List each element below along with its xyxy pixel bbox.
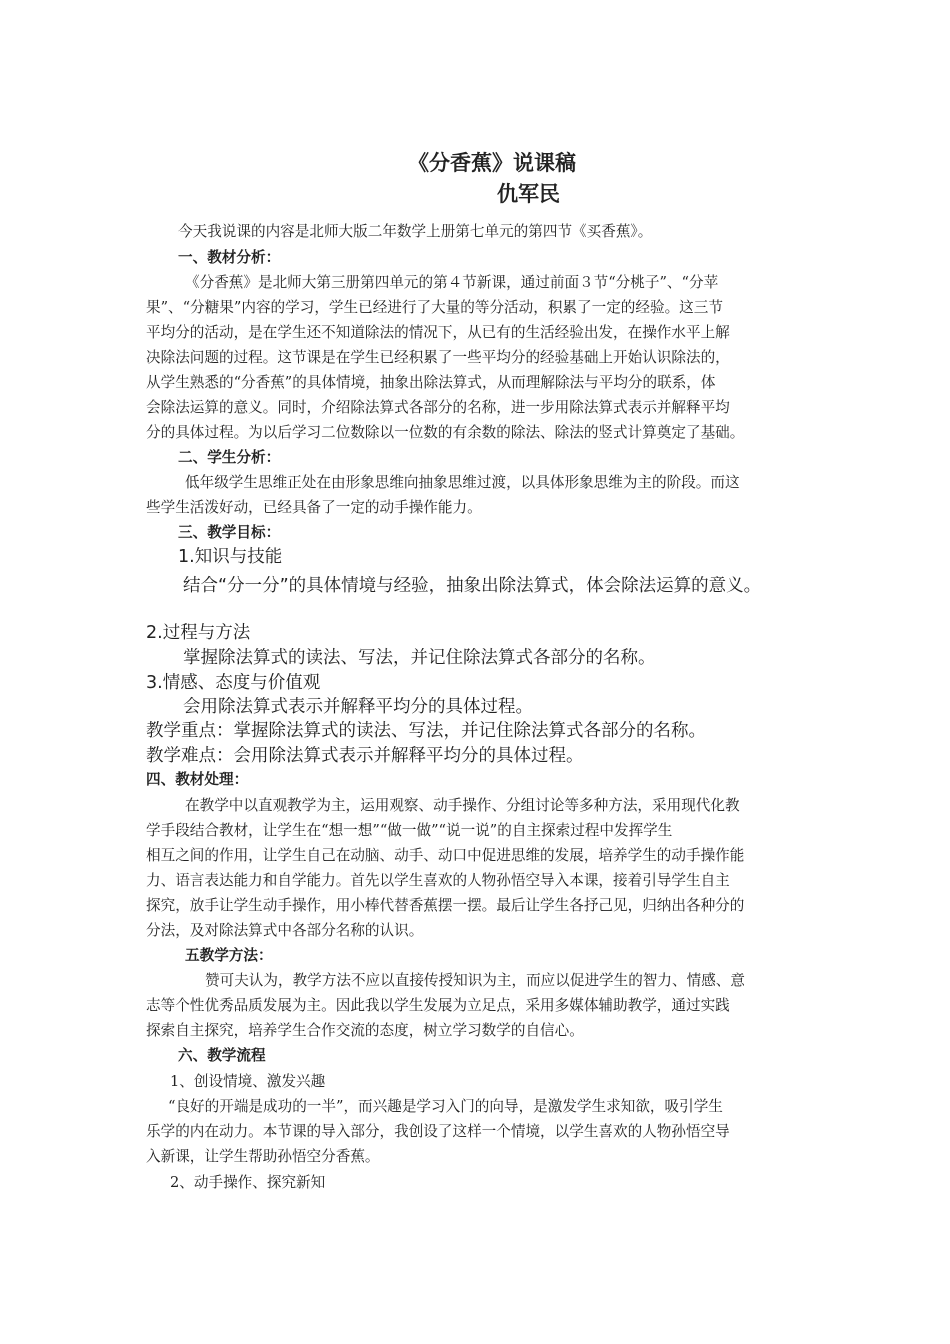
paragraph-line: 会除法运算的意义。同时，介绍除法算式各部分的名称，进一步用除法算式表示并解释平均 bbox=[146, 399, 730, 416]
paragraph-line: 入新课，让学生帮助孙悟空分香蕉。 bbox=[146, 1148, 380, 1165]
step-title: 1、创设情境、激发兴趣 bbox=[170, 1073, 326, 1090]
paragraph-line: 探究，放手让学生动手操作，用小棒代替香蕉摆一摆。最后让学生各抒己见，归纳出各种分的 bbox=[146, 897, 745, 914]
goal-title: 3.情感、态度与价值观 bbox=[146, 673, 321, 693]
section-heading-methods: 五教学方法： bbox=[185, 947, 273, 964]
step-title: 2、动手操作、探究新知 bbox=[170, 1174, 326, 1191]
paragraph-line: “良好的开端是成功的一半”，而兴趣是学习入门的向导，是激发学生求知欲，吸引学生 bbox=[168, 1098, 723, 1115]
paragraph-line: 探索自主探究，培养学生合作交流的态度，树立学习数学的自信心。 bbox=[146, 1022, 584, 1039]
section-heading-materials: 一、教材分析： bbox=[178, 249, 281, 266]
goal-text: 掌握除法算式的读法、写法，并记住除法算式各部分的名称。 bbox=[183, 648, 656, 668]
section-heading-goals: 三、教学目标： bbox=[178, 524, 281, 541]
section-heading-processing: 四、教材处理： bbox=[146, 771, 249, 788]
paragraph-line: 低年级学生思维正处在由形象思维向抽象思维过渡，以具体形象思维为主的阶段。而这 bbox=[185, 474, 740, 491]
paragraph-line: 相互之间的作用，让学生自己在动脑、动手、动口中促进思维的发展，培养学生的动手操作能 bbox=[146, 847, 745, 864]
paragraph-line: 决除法问题的过程。这节课是在学生已经积累了一些平均分的经验基础上开始认识除法的， bbox=[146, 349, 730, 366]
difficulty-point: 教学难点：会用除法算式表示并解释平均分的具体过程。 bbox=[146, 746, 584, 766]
goal-text: 会用除法算式表示并解释平均分的具体过程。 bbox=[183, 697, 533, 717]
intro-paragraph: 今天我说课的内容是北师大版二年数学上册第七单元的第四节《买香蕉》。 bbox=[178, 223, 653, 240]
goal-title: 1.知识与技能 bbox=[178, 547, 283, 567]
author-name: 仇军民 bbox=[497, 182, 560, 206]
section-heading-students: 二、学生分析： bbox=[178, 449, 281, 466]
paragraph-line: 从学生熟悉的“分香蕉”的具体情境，抽象出除法算式，从而理解除法与平均分的联系，体 bbox=[146, 374, 716, 391]
paragraph-line: 《分香蕉》是北师大第三册第四单元的第４节新课，通过前面３节“分桃子”、“分苹 bbox=[185, 274, 719, 291]
paragraph-line: 分法，及对除法算式中各部分名称的认识。 bbox=[146, 922, 424, 939]
paragraph-line: 学手段结合教材，让学生在“想一想”“做一做”“说一说”的自主探索过程中发挥学生 bbox=[146, 822, 673, 839]
paragraph-line: 赞可夫认为，教学方法不应以直接传授知识为主，而应以促进学生的智力、情感、意 bbox=[205, 972, 745, 989]
paragraph-line: 些学生活泼好动，已经具备了一定的动手操作能力。 bbox=[146, 499, 482, 516]
paragraph-line: 在教学中以直观教学为主，运用观察、动手操作、分组讨论等多种方法，采用现代化教 bbox=[185, 797, 740, 814]
paragraph-line: 果”、“分糖果”内容的学习，学生已经进行了大量的等分活动，积累了一定的经验。这三节 bbox=[146, 299, 723, 316]
goal-text: 结合“分一分”的具体情境与经验，抽象出除法算式，体会除法运算的意义。 bbox=[183, 576, 762, 596]
paragraph-line: 力、语言表达能力和自学能力。首先以学生喜欢的人物孙悟空导入本课，接着引导学生自主 bbox=[146, 872, 730, 889]
paragraph-line: 平均分的活动，是在学生还不知道除法的情况下，从已有的生活经验出发，在操作水平上解 bbox=[146, 324, 730, 341]
page-title: 《分香蕉》说课稿 bbox=[408, 151, 576, 175]
section-heading-flow: 六、教学流程 bbox=[178, 1047, 266, 1064]
key-point: 教学重点：掌握除法算式的读法、写法，并记住除法算式各部分的名称。 bbox=[146, 721, 706, 741]
paragraph-line: 分的具体过程。为以后学习二位数除以一位数的有余数的除法、除法的竖式计算奠定了基础。 bbox=[146, 424, 745, 441]
goal-title: 2.过程与方法 bbox=[146, 623, 251, 643]
paragraph-line: 乐学的内在动力。本节课的导入部分，我创设了这样一个情境，以学生喜欢的人物孙悟空导 bbox=[146, 1123, 730, 1140]
paragraph-line: 志等个性优秀品质发展为主。因此我以学生发展为立足点，采用多媒体辅助教学，通过实践 bbox=[146, 997, 730, 1014]
